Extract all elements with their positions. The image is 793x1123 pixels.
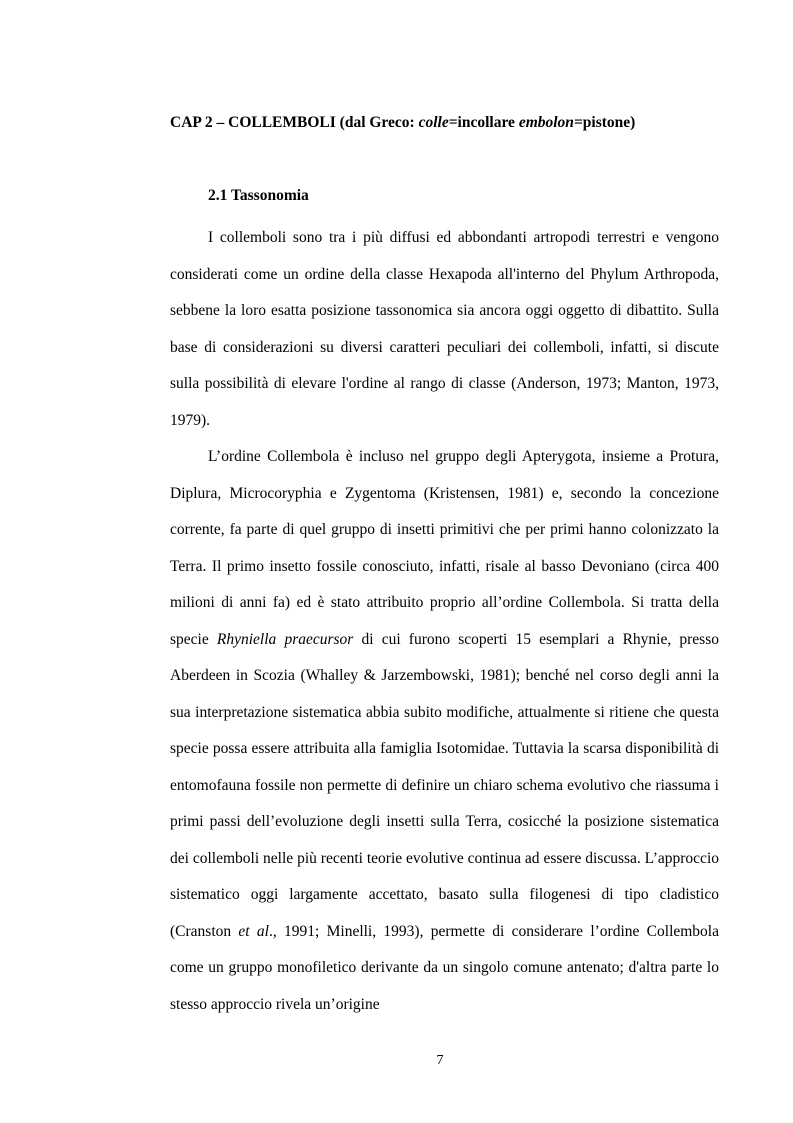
- chapter-title-word-colle: colle: [418, 114, 449, 131]
- paragraph-2-part-b: di cui furono scoperti 15 esemplari a Rhynie, presso Aberdeen in Scozia (Whalley & Jarzembowski, 1981); benché nel corso degli anni la sua interpretazione sistematica abbia subito modifiche, attualmente si ritiene che questa specie possa essere attribuita alla famiglia Isotomidae. Tuttavia la scarsa disponibilità di entomofauna fossile non permette di definire un chiaro schema evolutivo che riassuma i primi passi dell’evoluzione degli insetti sulla Terra, cosicché la posizione sistematica dei collemboli nelle più recenti teorie evolutive continua ad essere discussa. L’approccio sistematico oggi largamente accettato, basato sulla filogenesi di tipo cladistico (Cranston: [170, 630, 719, 940]
- body-text: [170, 220, 719, 1023]
- chapter-title-def-colle: =incollare: [448, 114, 519, 131]
- chapter-title-word-embolon: embolon: [518, 114, 574, 131]
- paragraph-2-part-a: L’ordine Collembola è incluso nel gruppo degli Apterygota, insieme a Protura, Diplura, Microcoryphia e Zygentoma (Kristensen, 1981) e, secondo la concezione corrente, fa parte di quel gruppo di insetti primitivi che per primi hanno colonizzato la Terra. Il primo insetto fossile conosciuto, infatti, risale al basso Devoniano (circa 400 milioni di anni fa) ed è stato attribuito proprio all’ordine Collembola. Si tratta della specie: [170, 448, 719, 648]
- paragraph-2-part-c: ., 1991; Minelli, 1993), permette di considerare l’ordine Collembola come un gruppo monofiletico derivante da un singolo comune antenato; d'altra parte lo stesso approccio rivela un’origine: [170, 922, 719, 1013]
- species-name: Rhyniella praecursor: [216, 630, 354, 648]
- section-heading: 2.1 Tassonomia: [208, 187, 309, 204]
- paragraph-1: I collemboli sono tra i più diffusi ed abbondanti artropodi terrestri e vengono considerati come un ordine della classe Hexapoda all'interno del Phylum Arthropoda, sebbene la loro esatta posizione tassonomica sia ancora oggi oggetto di dibattito. Sulla base di considerazioni su diversi caratteri peculiari dei collemboli, infatti, si discute sulla possibilità di elevare l'ordine al rango di classe (Anderson, 1973; Manton, 1973, 1979).: [170, 229, 719, 429]
- chapter-title-def-embolon: =pistone): [573, 114, 636, 131]
- paragraph-2: [170, 439, 719, 1023]
- page-number: 7: [436, 1053, 444, 1068]
- chapter-title-prefix: CAP 2 – COLLEMBOLI (dal Greco:: [170, 114, 419, 131]
- chapter-title: [170, 114, 730, 132]
- et-al: et al: [238, 922, 269, 940]
